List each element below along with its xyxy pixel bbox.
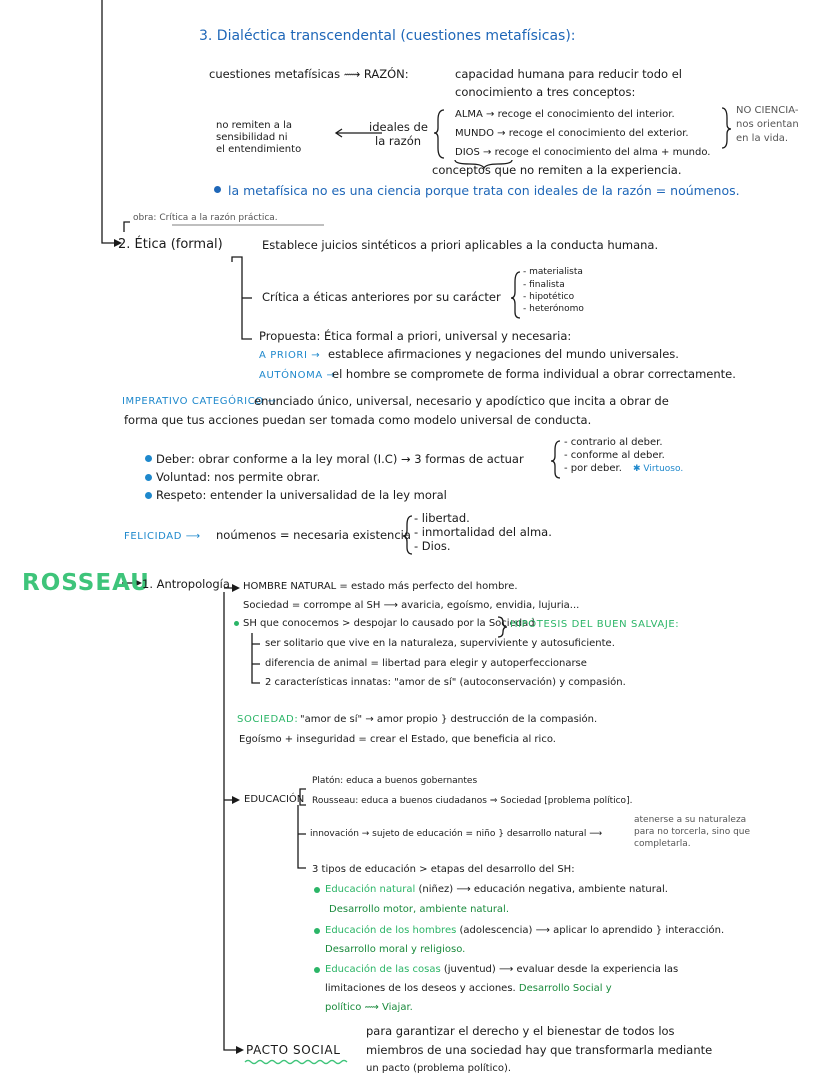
imperativo-text-2: forma que tus acciones puedan ser tomada como modelo universal de conducta. bbox=[124, 413, 592, 427]
felicidad-inmortalidad: - inmortalidad del alma. bbox=[414, 525, 552, 539]
sh-item-2: diferencia de animal = libertad para elegir y autoperfeccionarse bbox=[265, 658, 587, 669]
bullet-dot bbox=[314, 928, 320, 934]
item-mundo: MUNDO → recoge el conocimiento del exterior. bbox=[455, 128, 689, 139]
bullet-dot bbox=[234, 621, 239, 626]
ideales-label-2: la razón bbox=[375, 134, 422, 148]
voluntad-text: : nos permite obrar. bbox=[206, 470, 321, 484]
tipo-cosas-text: (juventud) ⟶ evaluar desde la experiencia las bbox=[443, 964, 679, 975]
caracter-materialista: - materialista bbox=[523, 267, 583, 277]
respeto-row bbox=[156, 489, 447, 503]
no-remiten-note-3: el entendimiento bbox=[216, 144, 302, 155]
no-ciencia-1: NO CIENCIA- bbox=[736, 105, 799, 116]
educacion-label: EDUCACIÓN bbox=[244, 794, 305, 805]
felicidad-dios: - Dios. bbox=[414, 539, 451, 553]
voluntad-row bbox=[156, 471, 320, 485]
innovacion-note-2: para no torcerla, sino que bbox=[634, 827, 751, 837]
pacto-underline bbox=[245, 1061, 347, 1064]
educacion-rousseau: Rousseau: educa a buenos ciudadanos ⇒ Sociedad [problema político]. bbox=[312, 796, 633, 806]
metafisica-line: cuestiones metafísicas ⟿ RAZÓN: bbox=[209, 67, 409, 81]
deber-label: Deber bbox=[156, 452, 191, 466]
no-remiten-note-2: sensibilidad ni bbox=[216, 132, 288, 143]
felicidad-libertad: - libertad. bbox=[414, 511, 470, 525]
sh-item-1: ser solitario que vive en la naturaleza, superviviente y autosuficiente. bbox=[265, 638, 615, 649]
bullet-dot bbox=[145, 455, 152, 462]
section-title-dialectica: 3. Dialéctica transcendental (cuestiones metafísicas): bbox=[199, 28, 576, 44]
obra-note: obra: Crítica a la razón práctica. bbox=[133, 213, 278, 223]
no-ciencia-2: nos orientan bbox=[736, 119, 799, 130]
tipo-cosas-label: Educación de las cosas bbox=[325, 964, 441, 975]
imperativo-label: IMPERATIVO CATEGÓRICO → bbox=[122, 396, 277, 407]
innovacion-line: innovación → sujeto de educación = niño } desarrollo natural ⟶ bbox=[310, 829, 603, 839]
felicidad-text: noúmenos = necesaria existencia bbox=[216, 528, 411, 542]
sociedad-text: "amor de sí" → amor propio } destrucción de la compasión. bbox=[300, 714, 598, 725]
autonoma-label: AUTÓNOMA → bbox=[259, 370, 336, 381]
no-ciencia-3: en la vida. bbox=[736, 133, 789, 144]
razon-definition-2: conocimiento a tres conceptos: bbox=[455, 85, 636, 99]
conceptos-note: conceptos que no remiten a la experiencia. bbox=[432, 163, 682, 177]
etica-title: 2. Ética (formal) bbox=[118, 237, 223, 252]
respeto-label: Respeto bbox=[156, 488, 203, 502]
hipotesis-buen-salvaje: HIPÓTESIS DEL BUEN SALVAJE: bbox=[510, 619, 680, 630]
pacto-text-3: un pacto (problema político). bbox=[366, 1063, 512, 1074]
caracter-finalista: - finalista bbox=[523, 280, 565, 290]
deber-row bbox=[156, 453, 524, 467]
caracter-heteronomo: - heterónomo bbox=[523, 304, 584, 314]
sh-item-3: 2 características innatas: "amor de sí" (autoconservación) y compasión. bbox=[265, 677, 626, 688]
item-alma: ALMA → recoge el conocimiento del interior. bbox=[455, 109, 675, 120]
bullet-dot bbox=[145, 474, 152, 481]
tipo-hombres-label: Educación de los hombres bbox=[325, 925, 457, 936]
imperativo-text-1: enunciado único, universal, necesario y apodíctico que incita a obrar de bbox=[254, 394, 669, 408]
virtuoso-note: ✱ Virtuoso. bbox=[633, 464, 684, 474]
hombre-natural: HOMBRE NATURAL = estado más perfecto del hombre. bbox=[243, 581, 518, 592]
metafisica-conclusion: la metafísica no es una ciencia porque trata con ideales de la razón = noúmenos. bbox=[228, 183, 740, 198]
etica-juicios: Establece juicios sintéticos a priori aplicables a la conducta humana. bbox=[262, 238, 659, 252]
pacto-social-label: PACTO SOCIAL bbox=[246, 1043, 341, 1057]
item-dios: DIOS → recoge el conocimiento del alma + mundo. bbox=[455, 147, 711, 158]
tipo-cosas bbox=[325, 964, 678, 976]
voluntad-label: Voluntad bbox=[156, 470, 207, 484]
razon-definition: capacidad humana para reducir todo el bbox=[455, 67, 682, 81]
tipo-cosas-desarrollo: Desarrollo Social y bbox=[518, 983, 612, 994]
pacto-text-1: para garantizar el derecho y el bienestar de todos los bbox=[366, 1024, 675, 1038]
tipo-cosas-limitaciones: limitaciones de los deseos y acciones. bbox=[325, 983, 516, 994]
sociedad-corrompe: Sociedad = corrompe al SH ⟶ avaricia, egoísmo, envidia, lujuria... bbox=[243, 600, 580, 611]
tipo-hombres-text: (adolescencia) ⟶ aplicar lo aprendido } interacción. bbox=[459, 925, 725, 936]
sociedad-label: SOCIEDAD: bbox=[237, 714, 299, 725]
tipo-natural bbox=[325, 884, 668, 896]
tipo-natural-label: Educación natural bbox=[325, 884, 416, 895]
main-branch-line bbox=[102, 0, 114, 243]
bullet-dot bbox=[145, 492, 152, 499]
forma-conforme: - conforme al deber. bbox=[564, 450, 665, 461]
educacion-platon: Platón: educa a buenos gobernantes bbox=[312, 776, 478, 786]
a-priori-text: establece afirmaciones y negaciones del mundo universales. bbox=[328, 347, 679, 361]
deber-text: : obrar conforme a la ley moral (I.C) → 3 formas de actuar bbox=[190, 452, 524, 466]
bullet-dot bbox=[314, 887, 320, 893]
forma-por-deber: - por deber. bbox=[564, 463, 622, 474]
tipo-hombres bbox=[325, 925, 724, 937]
felicidad-label: FELICIDAD ⟶ bbox=[124, 531, 201, 542]
tipo-natural-desarrollo: Desarrollo motor, ambiente natural. bbox=[329, 904, 510, 915]
sh-conocemos: SH que conocemos > despojar lo causado por la Sociedad bbox=[243, 618, 535, 629]
tipos-educacion: 3 tipos de educación > etapas del desarrollo del SH: bbox=[312, 864, 575, 875]
forma-contrario: - contrario al deber. bbox=[564, 437, 663, 448]
etica-critica: Crítica a éticas anteriores por su carácter bbox=[262, 290, 501, 304]
autonoma-text: el hombre se compromete de forma individual a obrar correctamente. bbox=[332, 367, 736, 381]
egoismo-line: Egoísmo + inseguridad = crear el Estado, que beneficia al rico. bbox=[239, 734, 556, 745]
tipo-hombres-desarrollo: Desarrollo moral y religioso. bbox=[325, 944, 466, 955]
tipo-natural-text: (niñez) ⟶ educación negativa, ambiente natural. bbox=[418, 884, 668, 895]
ideales-label-1: ideales de bbox=[369, 120, 428, 134]
author-title-rousseau: ROSSEAU bbox=[22, 570, 150, 596]
respeto-text: : entender la universalidad de la ley moral bbox=[202, 488, 447, 502]
innovacion-note-3: completarla. bbox=[634, 839, 691, 849]
no-remiten-note-1: no remiten a la bbox=[216, 120, 293, 131]
caracter-hipotetico: - hipotético bbox=[523, 292, 575, 302]
tipo-cosas-line2 bbox=[325, 983, 612, 995]
bullet-dot bbox=[214, 186, 221, 193]
bullet-dot bbox=[314, 967, 320, 973]
a-priori-label: A PRIORI → bbox=[259, 350, 321, 361]
tipo-cosas-line3: político ⟿ Viajar. bbox=[325, 1002, 413, 1013]
etica-propuesta: Propuesta: Ética formal a priori, universal y necesaria: bbox=[259, 329, 572, 343]
pacto-text-2: miembros de una sociedad hay que transformarla mediante bbox=[366, 1043, 713, 1057]
innovacion-note-1: atenerse a su naturaleza bbox=[634, 815, 747, 825]
antropologia-title: 1. Antropología bbox=[142, 577, 230, 591]
